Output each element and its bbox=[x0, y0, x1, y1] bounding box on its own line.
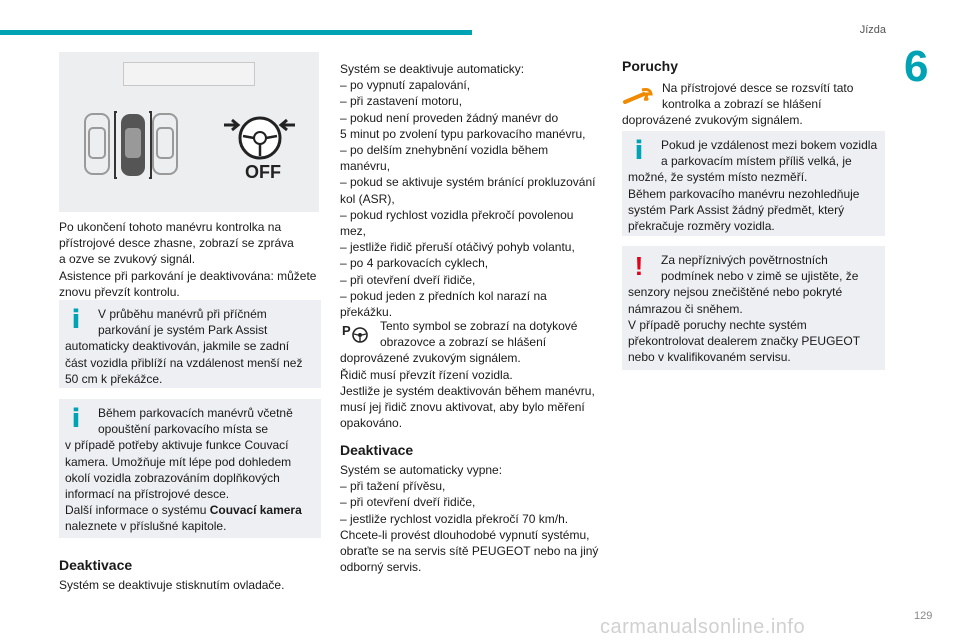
col2-auto-deactivation bbox=[340, 61, 605, 320]
text-line: parkování je systém Park Assist bbox=[98, 323, 268, 338]
page-number: 129 bbox=[914, 610, 933, 622]
info-note-1 bbox=[59, 300, 321, 388]
text-line: – při tažení přívěsu, bbox=[340, 479, 446, 494]
info-note-2 bbox=[59, 399, 321, 538]
text-line: V případě poruchy nechte systém bbox=[628, 317, 807, 332]
text-line: – pokud není proveden žádný manévr do bbox=[340, 110, 559, 125]
text-line: Asistence při parkování je deaktivována: můžete bbox=[59, 268, 317, 283]
text-line: Řidič musí převzít řízení vozidla. bbox=[340, 367, 513, 382]
text-line: senzory nejsou znečištěné nebo pokryté bbox=[628, 285, 843, 300]
text-line: – při zastavení motoru, bbox=[340, 94, 463, 109]
text-line: – po delším znehybnění vozidla během bbox=[340, 143, 549, 158]
text-line: V průběhu manévrů při příčném bbox=[98, 307, 267, 321]
warning-note bbox=[622, 246, 885, 370]
text-line: obraťte se na servis sítě PEUGEOT nebo na jiný bbox=[340, 544, 599, 559]
text-line: Systém se automaticky vypne: bbox=[340, 463, 503, 477]
text-line: Na přístrojové desce se rozsvítí tato bbox=[662, 81, 854, 95]
watermark: carmanualsonline.info bbox=[600, 616, 806, 638]
more-info-prefix: Další informace o systému bbox=[65, 503, 210, 518]
text-line: Během parkovacího manévru nezohledňuje bbox=[628, 186, 860, 201]
text-line: – po vypnutí zapalování, bbox=[340, 78, 471, 93]
text-line: možné, že systém místo nezměří. bbox=[628, 170, 808, 185]
info-icon: i bbox=[634, 136, 644, 166]
text-line: znovu převzít kontrolu. bbox=[59, 284, 180, 299]
chapter-number: 6 bbox=[904, 42, 929, 91]
parked-cars-icon bbox=[59, 52, 319, 212]
text-line: Chcete-li provést dlouhodobé vypnutí systému, bbox=[340, 527, 590, 542]
col2-deactivation-text bbox=[340, 462, 605, 575]
text-line: doprovázené zvukovým signálem. bbox=[622, 113, 803, 128]
text-line bbox=[65, 502, 315, 518]
text-line: Systém se deaktivuje automaticky: bbox=[340, 62, 525, 76]
text-line: automaticky deaktivován, jakmile se zadní bbox=[65, 339, 290, 354]
text-line: – při otevření dveří řidiče, bbox=[340, 495, 476, 510]
text-line: – po 4 parkovacích cyklech, bbox=[340, 256, 489, 271]
info-icon: i bbox=[71, 305, 81, 335]
text-line: systém Park Assist žádný předmět, který bbox=[628, 202, 845, 217]
text-line: Za nepříznivých povětrnostních bbox=[661, 253, 828, 267]
text-line: – při otevření dveří řidiče, bbox=[340, 272, 476, 287]
text-line: – jestliže řidič přeruší otáčivý pohyb volantu, bbox=[340, 240, 575, 255]
park-assist-illustration bbox=[59, 52, 319, 212]
text-line: doprovázené zvukovým signálem. bbox=[340, 351, 521, 366]
info-icon: i bbox=[71, 404, 81, 434]
text-line: část vozidla přiblíží na vzdálenost menší než bbox=[65, 355, 303, 370]
faults-heading: Poruchy bbox=[622, 58, 679, 74]
text-line: Systém se deaktivuje stisknutím ovladače. bbox=[59, 578, 285, 592]
text-line: manévru, bbox=[340, 159, 391, 174]
text-line: obrazovce a zobrazí se hlášení bbox=[380, 335, 547, 350]
text-line: okolí vozidla zobrazováním doplňkových bbox=[65, 470, 280, 485]
text-line: Jestliže je systém deaktivován během manévru, bbox=[340, 383, 595, 398]
text-line: překážku. bbox=[340, 305, 393, 320]
wrench-warning-icon bbox=[622, 82, 654, 110]
text-line: opakováno. bbox=[340, 416, 403, 431]
text-line: a ozve se zvukový signál. bbox=[59, 252, 196, 267]
text-line: Po ukončení tohoto manévru kontrolka na bbox=[59, 220, 282, 234]
off-label: OFF bbox=[245, 162, 281, 182]
text-line: a parkovacím místem příliš velká, je bbox=[661, 154, 852, 169]
text-line: Během parkovacích manévrů včetně bbox=[98, 406, 293, 420]
text-line: přístrojové desce zhasne, zobrazí se zpráva bbox=[59, 236, 294, 251]
text-line: odborný servis. bbox=[340, 560, 422, 575]
text-line: nebo v kvalifikovaném servisu. bbox=[628, 350, 791, 365]
info-note-3 bbox=[622, 131, 885, 236]
text-line: překontrolovat dealerem značky PEUGEOT bbox=[628, 334, 861, 349]
col1-deactivation-heading: Deaktivace bbox=[59, 557, 133, 573]
col1-intro bbox=[59, 219, 321, 300]
text-line: – jestliže rychlost vozidla překročí 70 km/h. bbox=[340, 511, 569, 526]
text-line: – pokud jeden z předních kol narazí na bbox=[340, 288, 547, 303]
text-line: mez, bbox=[340, 224, 367, 239]
text-line: námrazou či sněhem. bbox=[628, 301, 743, 316]
more-info-bold: Couvací kamera bbox=[209, 503, 302, 518]
text-line: musí jej řidič znovu aktivovat, aby bylo měření bbox=[340, 400, 585, 415]
text-line: opouštění parkovacího místa se bbox=[98, 422, 269, 437]
text-line: kontrolka a zobrazí se hlášení bbox=[662, 97, 822, 112]
text-line: Tento symbol se zobrazí na dotykové bbox=[380, 319, 578, 333]
col2-deactivation-heading: Deaktivace bbox=[340, 442, 414, 458]
text-line: – pokud se aktivuje systém bránící prokluzování bbox=[340, 175, 596, 190]
text-line: 5 minut po zvolení typu parkovacího manévru, bbox=[340, 126, 586, 141]
header-title: Jízda bbox=[859, 24, 886, 36]
text-line: překračuje rozměry vozidla. bbox=[628, 219, 775, 234]
text-line: informací na přístrojové desce. bbox=[65, 487, 230, 502]
warning-icon: ! bbox=[634, 251, 644, 281]
text-line: v případě potřeby aktivuje funkce Couvací bbox=[65, 438, 289, 453]
text-line: Pokud je vzdálenost mezi bokem vozidla bbox=[661, 138, 878, 152]
text-line: kamera. Umožňuje mít lépe pod dohledem bbox=[65, 454, 292, 469]
text-line: 50 cm k překážce. bbox=[65, 371, 163, 386]
text-line: podmínek nebo v zimě se ujistěte, že bbox=[661, 269, 859, 284]
col2-symbol-block bbox=[340, 318, 605, 431]
svg-text:P: P bbox=[342, 323, 351, 338]
park-assist-off-icon bbox=[340, 320, 372, 348]
header-accent-bar bbox=[0, 30, 472, 35]
text-line: – pokud rychlost vozidla překročí povolenou bbox=[340, 207, 574, 222]
col1-deactivation-text bbox=[59, 577, 321, 593]
text-line: kol (ASR), bbox=[340, 191, 395, 206]
text-line: naleznete v příslušné kapitole. bbox=[65, 519, 227, 534]
faults-text bbox=[622, 80, 887, 129]
